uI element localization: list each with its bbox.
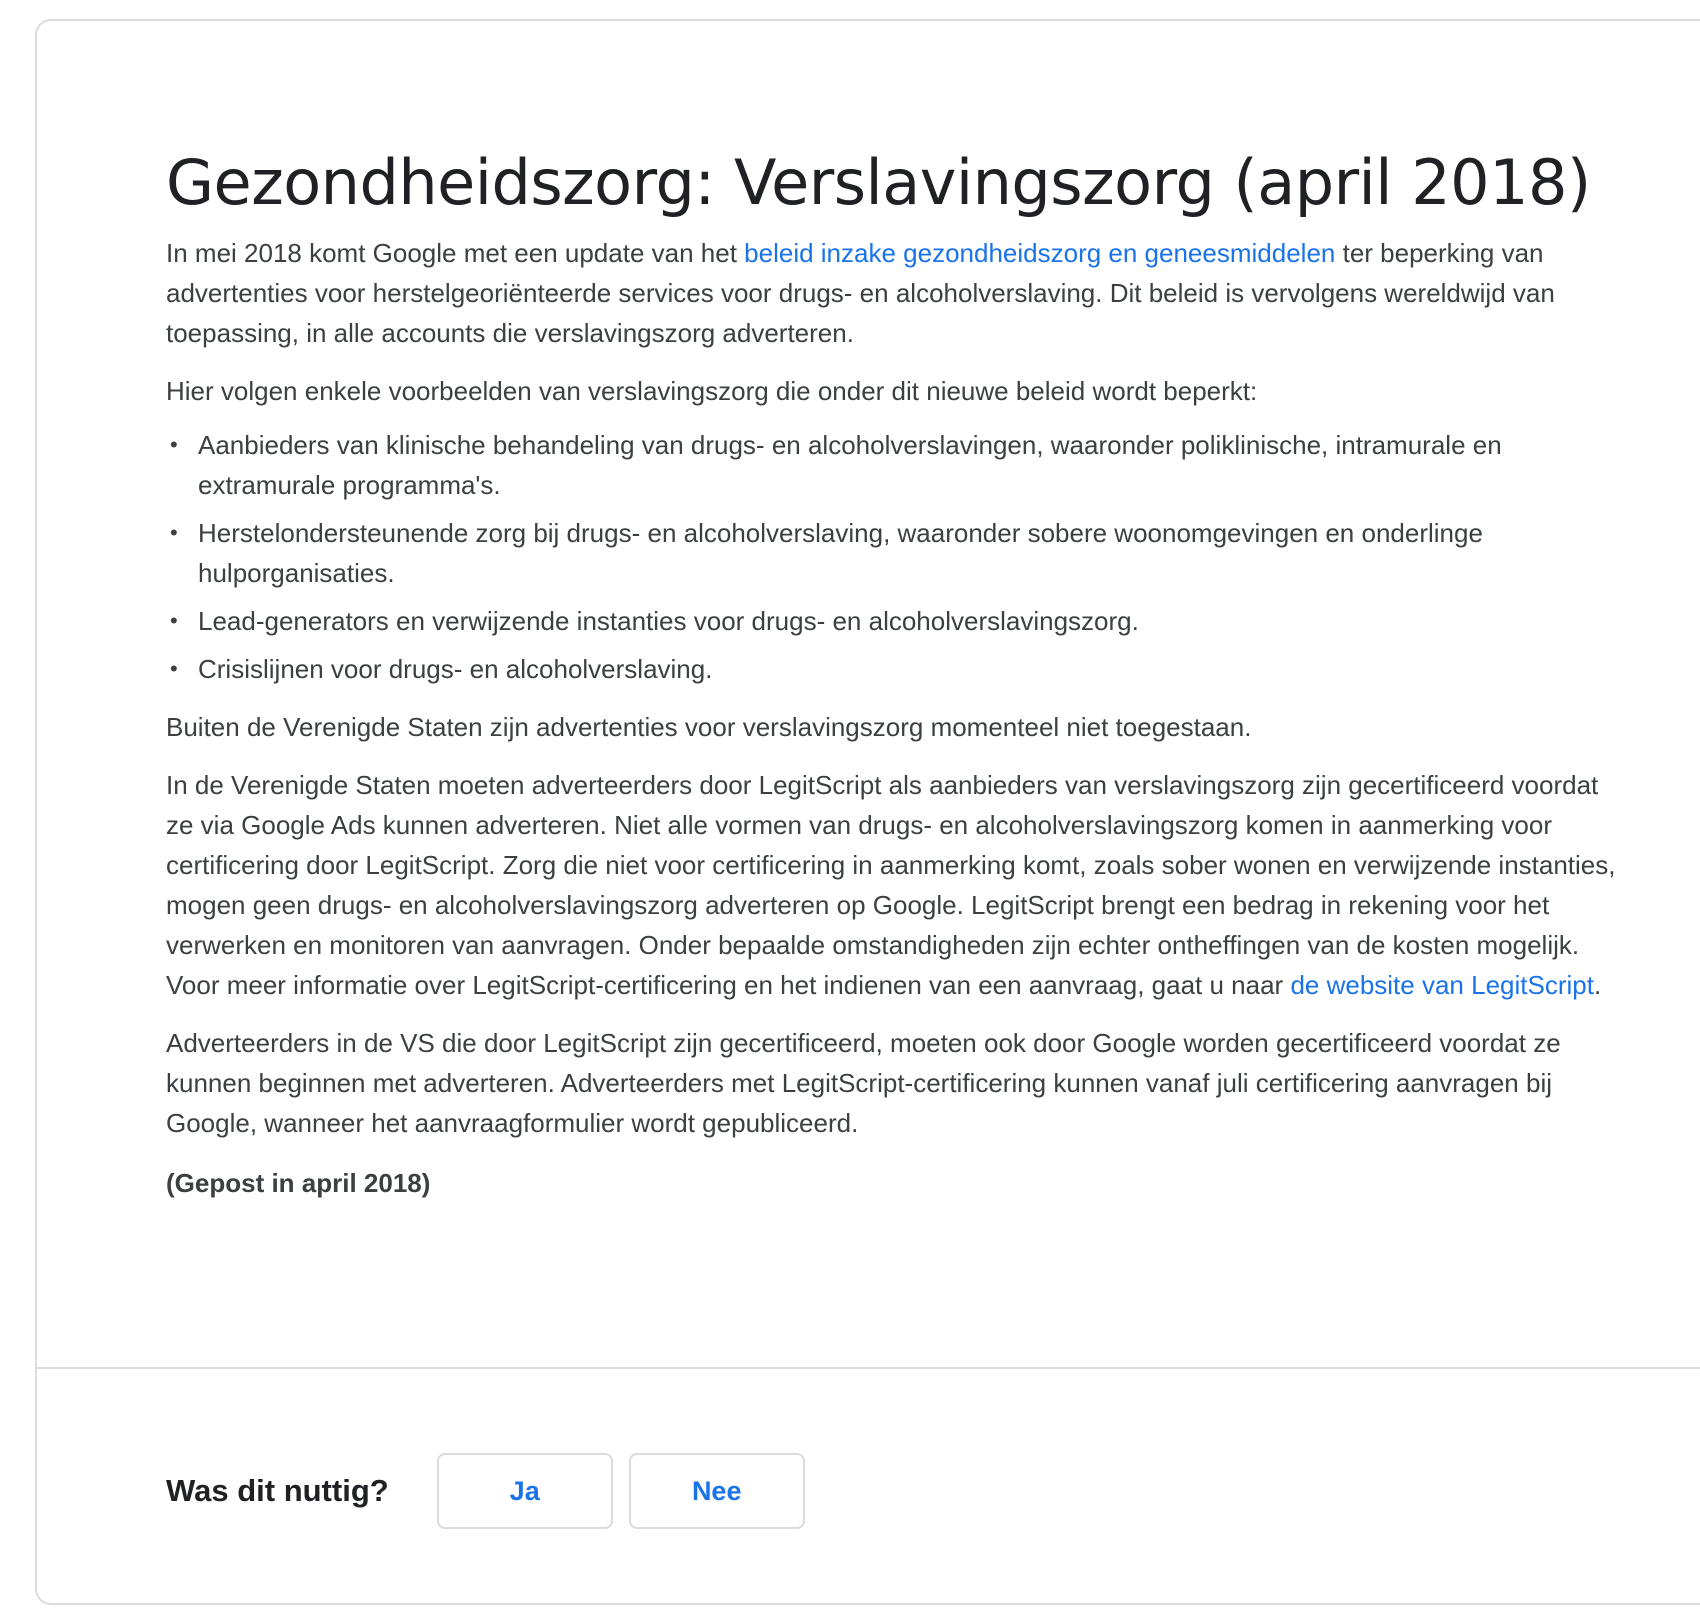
list-item [166,601,1626,641]
us-text-start: In de Verenigde Staten moeten adverteerders door LegitScript als aanbieders van verslavingszorg zijn gecertificeerd voordat ze via Google Ads kunnen adverteren. Niet alle vormen van drugs- en alcoholverslavingszorg komen in aanmerking voor certificering door LegitScript. Zorg die niet voor certificering in aanmerking komt, zoals sober wonen en verwijzende instanties, mogen geen drugs- en alcoholverslavingszorg adverteren op Google. LegitScript brengt een bedrag in rekening voor het verwerken en monitoren van aanvragen. Onder bepaalde omstandigheden zijn echter ontheffingen van de kosten mogelijk. Voor meer informatie over LegitScript-certificering en het indienen van een aanvraag, gaat u naar [166,770,1616,1000]
list-item-text: Lead-generators en verwijzende instanties voor drugs- en alcoholverslavingszorg. [198,606,1139,636]
us-text-end: . [1593,970,1602,1000]
article-card [35,19,1700,1605]
feedback-no-button[interactable]: Nee [629,1453,805,1529]
examples-list [166,425,1626,689]
feedback-question: Was dit nuttig? [166,1473,389,1508]
bullet-icon: • [170,432,178,457]
list-item-text: Crisislijnen voor drugs- en alcoholverslaving. [198,654,713,684]
outside-us-paragraph: Buiten de Verenigde Staten zijn advertenties voor verslavingszorg momenteel niet toegestaan. [166,712,1252,742]
bullet-icon: • [170,608,178,633]
article-body [166,141,1626,1203]
certification-paragraph: Adverteerders in de VS die door LegitScript zijn gecertificeerd, moeten ook door Google worden gecertificeerd voordat ze kunnen beginnen met adverteren. Adverteerders met LegitScript-certificering kunnen vanaf juli certificering aanvragen bij Google, wanneer het aanvraagformulier wordt gepubliceerd. [166,1028,1561,1138]
bullet-icon: • [170,656,178,681]
feedback-yes-button[interactable]: Ja [437,1453,613,1529]
intro-text-start: In mei 2018 komt Google met een update van het [166,238,745,268]
health-policy-link[interactable]: beleid inzake gezondheidszorg en geneesmiddelen [744,238,1336,268]
intro-paragraph [166,233,1626,353]
intro-text-end: ter beperking van advertenties voor herstelgeoriënteerde services voor drugs- en alcoholverslaving. Dit beleid is vervolgens wereldwijd van toepassing, in alle accounts die verslavingszorg adverteren. [166,238,1555,348]
us-paragraph [166,765,1626,1005]
list-item-text: Aanbieders van klinische behandeling van drugs- en alcoholverslavingen, waaronder poliklinische, intramurale en extramurale programma's. [198,430,1502,500]
legitscript-website-link[interactable]: de website van LegitScript [1290,970,1594,1000]
feedback-section [166,1453,821,1529]
examples-intro: Hier volgen enkele voorbeelden van verslavingszorg die onder dit nieuwe beleid wordt beperkt: [166,376,1258,406]
posted-date: (Gepost in april 2018) [166,1168,431,1198]
list-item [166,513,1626,593]
bullet-icon: • [170,520,178,545]
list-item [166,425,1626,505]
divider [37,1367,1700,1369]
list-item-text: Herstelondersteunende zorg bij drugs- en alcoholverslaving, waaronder sobere woonomgevingen en onderlinge hulporganisaties. [198,518,1483,588]
page-title: Gezondheidszorg: Verslavingszorg (april 2018) [166,146,1591,219]
list-item [166,649,1626,689]
